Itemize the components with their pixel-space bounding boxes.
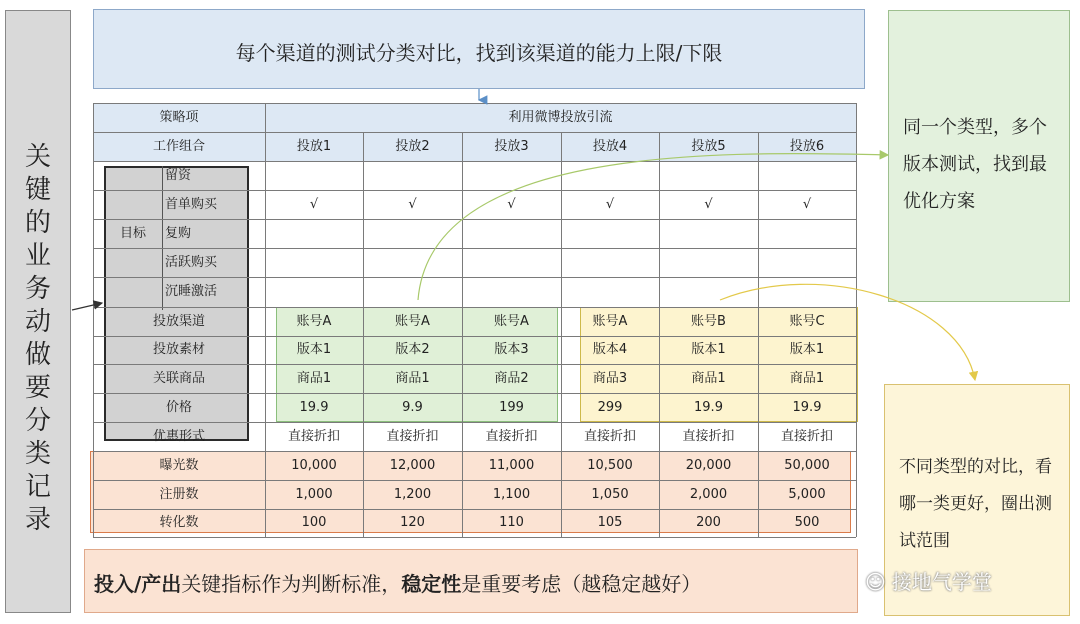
attribute-value: 直接折扣	[386, 429, 439, 444]
left-title-char: 分	[24, 406, 51, 436]
attribute-value: 商品1	[691, 371, 726, 386]
goal-label: 目标	[119, 226, 146, 241]
metric-value: 12,000	[389, 458, 436, 473]
attribute-value: 版本1	[691, 342, 726, 357]
attribute-value: 直接折扣	[583, 429, 636, 444]
attribute-value: 商品2	[494, 371, 529, 386]
top-banner-text: 每个渠道的测试分类对比，找到该渠道的能力上限/下限	[235, 41, 723, 65]
bottom-banner-bold-1: 投入/产出	[94, 572, 182, 596]
goal-check-mark: √	[605, 197, 615, 212]
metric-value: 10,500	[587, 458, 633, 473]
attribute-value: 直接折扣	[485, 429, 538, 444]
metric-value: 500	[794, 515, 820, 530]
metric-value: 1,200	[393, 487, 432, 502]
left-title-char: 录	[24, 505, 51, 535]
metric-value: 120	[400, 515, 425, 530]
metric-value: 1,050	[591, 487, 629, 502]
attribute-value: 19.9	[694, 400, 723, 415]
strategy-label: 策略项	[159, 110, 199, 125]
attribute-label: 投放素材	[152, 342, 205, 357]
metric-value: 5,000	[788, 487, 826, 502]
arrow-to-diff-type-note	[720, 284, 975, 380]
metric-value: 105	[597, 515, 623, 530]
bottom-banner-part-2: 关键指标作为判断标准，	[181, 572, 402, 596]
column-header: 投放3	[494, 139, 529, 154]
metric-value: 10,000	[291, 458, 337, 473]
attribute-value: 直接折扣	[287, 429, 340, 444]
attribute-value: 9.9	[402, 400, 423, 415]
column-header: 投放4	[592, 139, 628, 154]
attribute-value: 直接折扣	[780, 429, 833, 444]
left-title-char: 的	[24, 208, 51, 238]
watermark-text: 接地气学堂	[891, 570, 992, 594]
left-title-char: 关	[24, 142, 51, 172]
goal-check-mark: √	[408, 197, 417, 212]
attribute-label: 优惠形式	[152, 429, 205, 444]
attribute-value: 商品1	[789, 371, 825, 386]
goal-name: 留资	[165, 168, 192, 183]
attribute-label: 关联商品	[152, 371, 205, 386]
metric-value: 20,000	[685, 458, 732, 473]
attribute-value: 账号A	[592, 314, 628, 329]
right-note-same-type-text: 同一个类型，多个版本测试，找到最优化方案	[903, 117, 1047, 212]
goal-check-mark: √	[507, 197, 516, 212]
metric-label: 曝光数	[159, 458, 199, 473]
attribute-label: 价格	[165, 400, 192, 415]
attribute-value: 版本2	[395, 342, 430, 357]
column-header: 投放5	[691, 139, 726, 154]
attribute-value: 199	[499, 400, 524, 415]
left-title-char: 做	[24, 340, 51, 370]
column-header: 投放2	[395, 139, 430, 154]
wechat-icon: ☺	[865, 570, 886, 594]
attribute-value: 版本4	[592, 342, 628, 357]
goal-name: 活跃购买	[165, 255, 218, 270]
attribute-value: 账号C	[789, 314, 825, 329]
column-header: 投放6	[789, 139, 825, 154]
bottom-banner-bold-2: 稳定性	[401, 572, 462, 596]
goal-name: 首单购买	[165, 197, 218, 212]
metric-value: 2,000	[689, 487, 728, 502]
metric-value: 1,000	[295, 487, 333, 502]
goal-name: 复购	[165, 226, 192, 241]
attribute-value: 商品1	[296, 371, 332, 386]
attribute-value: 账号A	[395, 314, 430, 329]
left-title-char: 业	[24, 241, 51, 271]
metric-value: 50,000	[784, 458, 830, 473]
metric-value: 100	[301, 515, 327, 530]
left-title-char: 要	[24, 373, 51, 403]
bottom-banner-part-4: 是重要考虑（越稳定越好）	[461, 572, 702, 596]
attribute-value: 版本3	[494, 342, 529, 357]
attribute-value: 版本1	[789, 342, 825, 357]
combo-label: 工作组合	[152, 139, 205, 154]
attribute-value: 账号B	[691, 314, 726, 329]
attribute-value: 19.9	[299, 400, 329, 415]
left-title-char: 类	[24, 439, 51, 469]
goal-check-mark: √	[802, 197, 812, 212]
column-header: 投放1	[296, 139, 332, 154]
left-title-char: 动	[24, 307, 51, 337]
attribute-value: 账号A	[494, 314, 529, 329]
attribute-value: 19.9	[792, 400, 822, 415]
attribute-label: 投放渠道	[152, 314, 205, 329]
goal-check-mark: √	[704, 197, 713, 212]
metric-value: 200	[696, 515, 721, 530]
attribute-value: 账号A	[296, 314, 332, 329]
attribute-value: 商品3	[592, 371, 628, 386]
left-title-char: 键	[24, 175, 51, 205]
metric-label: 转化数	[159, 515, 199, 530]
arrow-to-goal-group	[72, 303, 102, 310]
goal-check-mark: √	[309, 197, 319, 212]
attribute-value: 直接折扣	[682, 429, 735, 444]
strategy-value: 利用微博投放引流	[508, 110, 613, 125]
right-note-diff-type-text: 不同类型的对比，看哪一类更好，圈出测试范围	[899, 457, 1052, 551]
metric-value: 110	[499, 515, 524, 530]
attribute-value: 商品1	[395, 371, 430, 386]
attribute-value: 版本1	[296, 342, 332, 357]
goal-name: 沉睡激活	[165, 284, 218, 299]
metric-value: 11,000	[488, 458, 535, 473]
arrow-to-same-type-note	[418, 154, 888, 300]
attribute-value: 299	[597, 400, 623, 415]
metric-label: 注册数	[159, 487, 199, 502]
metric-value: 1,100	[492, 487, 531, 502]
left-title-char: 务	[24, 274, 51, 304]
left-title-char: 记	[24, 472, 51, 502]
